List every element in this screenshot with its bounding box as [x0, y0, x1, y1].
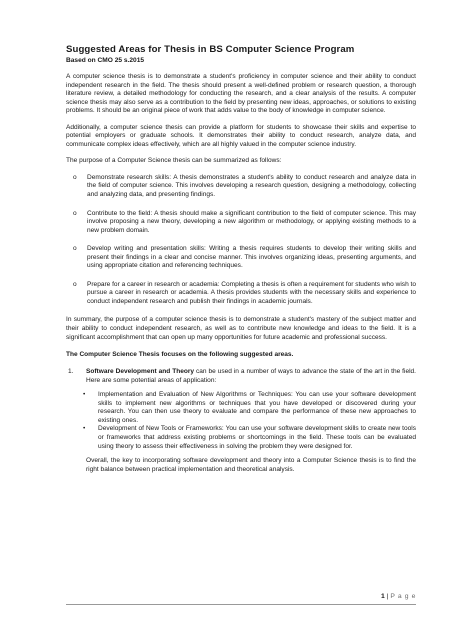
additional-paragraph: Additionally, a computer science thesis can provide a platform for students to showcase their skills and expertise to potential employers or graduate schools. It demonstrates their ability to conduct research, analyze data, and communicate complex ideas effectively, which are all highly valued in the computer science industry. — [66, 123, 416, 148]
page-label: P a g e — [390, 593, 416, 600]
purpose-item — [66, 281, 416, 307]
bullet-mark: o — [73, 280, 77, 288]
purpose-text: Contribute to the field: A thesis should make a significant contribution to the field of computer science. This may involve proposing a new theory, developing a new algorithm or methodology, or applying existing methods to a new problem domain. — [87, 209, 416, 234]
intro-paragraph: A computer science thesis is to demonstrate a student's proficiency in computer science and their ability to conduct independent research in the field. The thesis should present a well-defined problem or research question, a thorough literature review, a detailed methodology for conducting the research, and a clear analysis of the results. A computer science thesis may also serve as a contribution to the field by presenting new ideas, approaches, or solutions to existing problems. It should be an original piece of work that adds value to the body of knowledge in computer science. — [66, 73, 416, 115]
bullet-mark: o — [73, 245, 77, 253]
sub-item — [66, 391, 416, 425]
area-title: Software Development and Theory — [86, 368, 195, 376]
page-num-value: 1 — [381, 593, 385, 600]
overall-paragraph: Overall, the key to incorporating software development and theory into a Computer Science thesis is to find the right balance between practical implementation and theoretical analysis. — [86, 457, 416, 473]
area-number: 1. — [68, 368, 74, 376]
purpose-intro: The purpose of a Computer Science thesis can be summarized as follows: — [66, 157, 282, 165]
footer-rule — [66, 604, 416, 605]
document-subtitle: Based on CMO 25 s.2015 — [66, 57, 145, 64]
page-footer — [66, 592, 416, 605]
document-title: Suggested Areas for Thesis in BS Computer Science Program — [66, 44, 355, 55]
sub-item-text: Implementation and Evaluation of New Algorithms or Techniques: You can use your software development skills to implement new algorithms or techniques that you have developed or discovered during your research. You can then use theory to evaluate and compare the performance of these new approaches to existing ones. — [98, 391, 416, 424]
purpose-item — [66, 174, 416, 200]
area-sublist — [66, 391, 416, 451]
purpose-text: Prepare for a career in research or academia: Completing a thesis is often a requirement for students who wish to pursue a career in research or academia. A thesis provides students with the necessary skills and experience to conduct independent research and publish their findings in academic journals. — [87, 280, 416, 305]
area-item-software — [66, 368, 416, 385]
bullet-mark: o — [73, 173, 77, 181]
bullet-dot: • — [83, 425, 86, 433]
summary-paragraph: In summary, the purpose of a computer science thesis is to demonstrate a student's mastery of the subject matter and their ability to conduct independent research, as well as to contribute new knowledge and ideas to the field. It is a significant accomplishment that can open up many opportunities for future academic and professional success. — [66, 316, 416, 341]
purpose-text: Develop writing and presentation skills: Writing a thesis requires students to develop their writing skills and present their findings in a clear and concise manner. This involves organizing ideas, presenting arguments, and using appropriate citation and referencing techniques. — [87, 245, 416, 270]
purpose-text: Demonstrate research skills: A thesis demonstrates a student's ability to conduct research and analyze data in the field of computer science. This involves developing a research question, designing a methodology, collecting and analyzing data, and presenting findings. — [87, 173, 416, 199]
sub-item — [66, 425, 416, 451]
bullet-dot: • — [83, 391, 86, 399]
area-intro: can be used in a number of ways to advance the state of the art in the field. Here are some potential areas of application: — [86, 368, 416, 384]
focus-heading: The Computer Science Thesis focuses on the following suggested areas. — [66, 351, 294, 359]
bullet-mark: o — [73, 209, 77, 217]
page-sep: | — [384, 593, 391, 600]
purpose-list — [66, 174, 416, 307]
purpose-item — [66, 245, 416, 271]
sub-item-text: Development of New Tools or Frameworks: You can use your software development skills to create new tools or frameworks that address existing problems or shortcomings in the field. These tools can be evaluated using theory to assess their effectiveness in solving the problem they were designed for. — [98, 425, 416, 450]
page-number — [66, 592, 416, 602]
purpose-item — [66, 210, 416, 236]
